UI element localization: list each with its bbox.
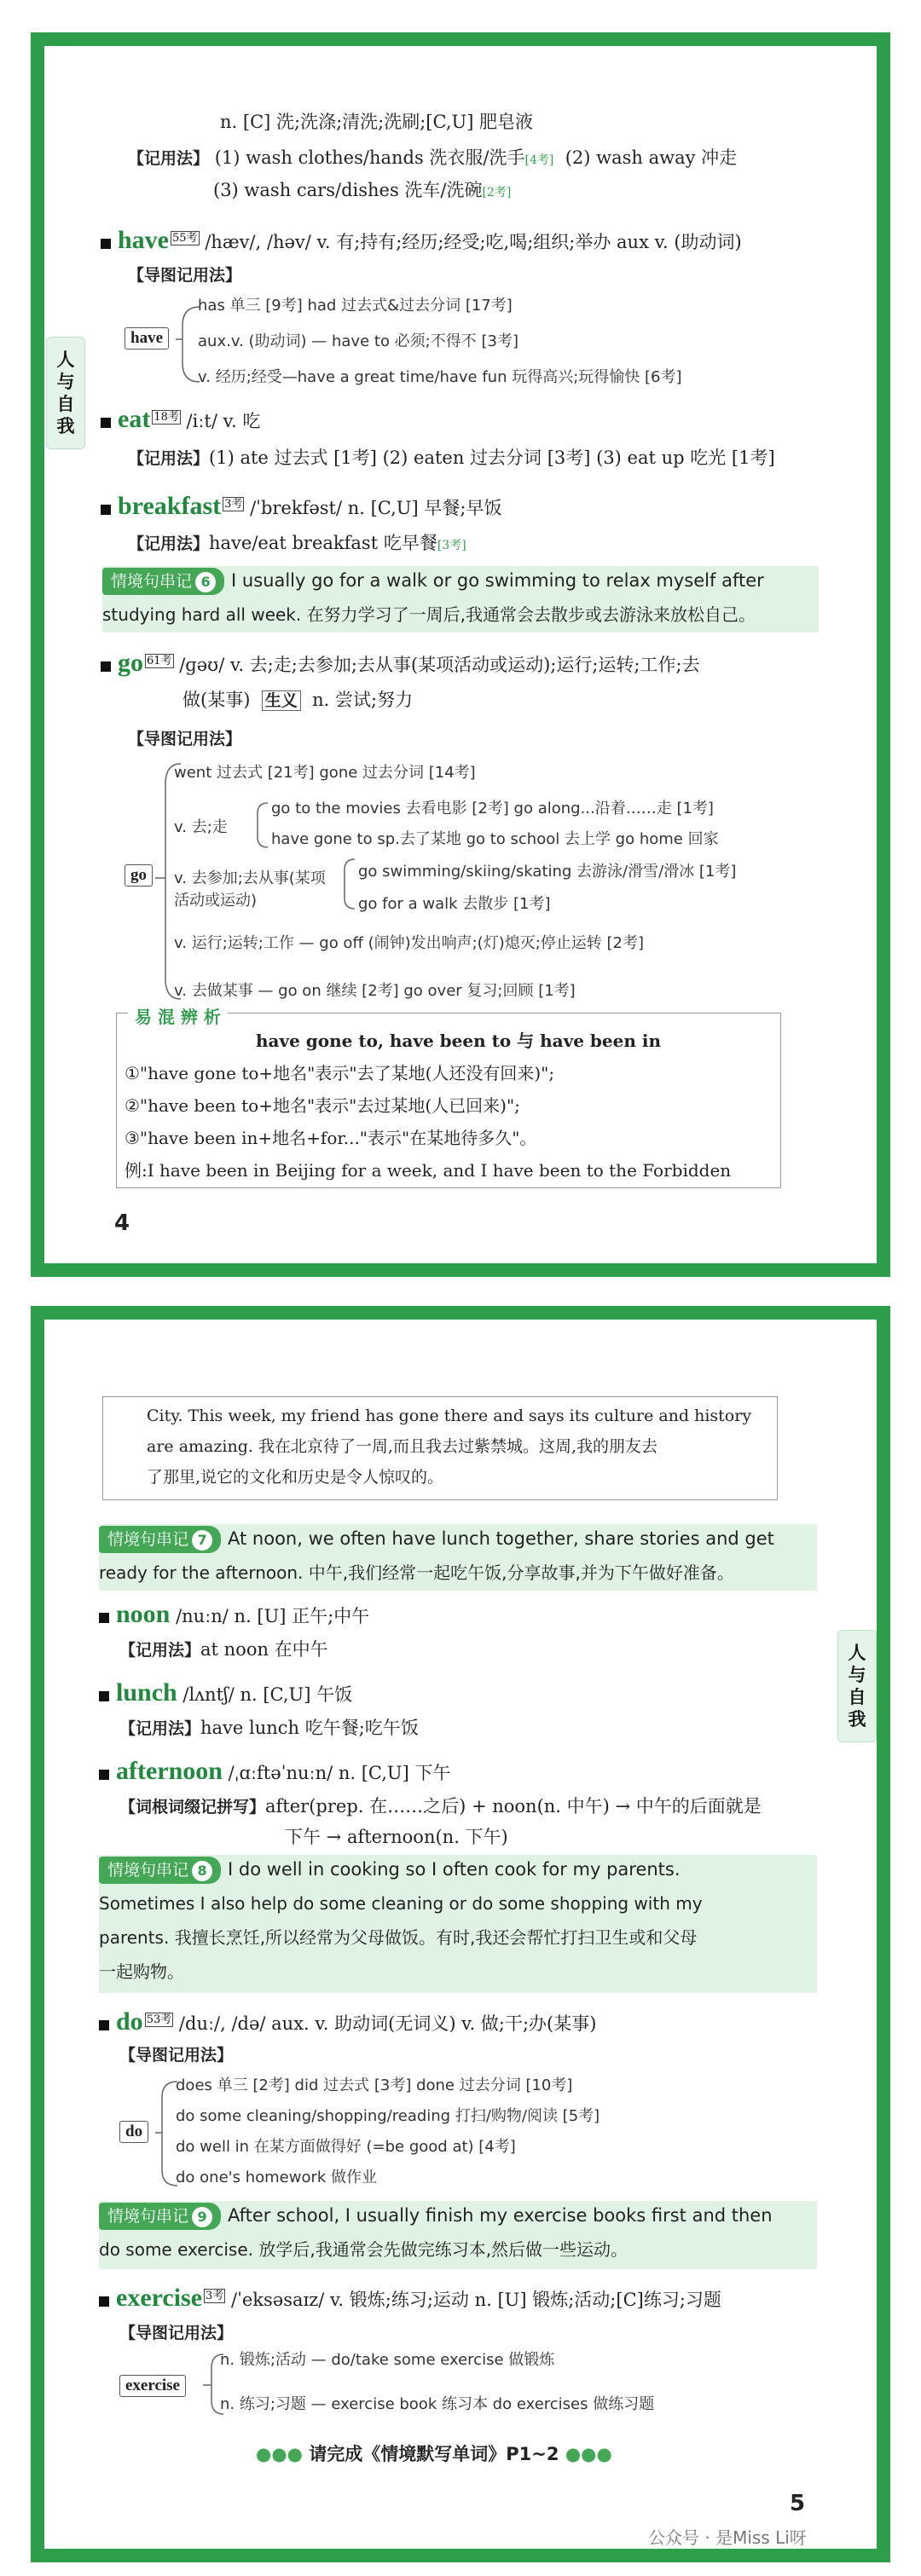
headword: have [118, 226, 169, 254]
page-5 [0, 1304, 921, 2576]
breakfast-usage [128, 530, 466, 558]
story-line [99, 1526, 774, 1553]
exam-count-badge: 61考 [147, 655, 172, 667]
story-tag-label: 情境句串记 [107, 1861, 189, 1880]
noon-entry [99, 1599, 369, 1632]
story-sentence: At noon, we often have lunch together, share stories and get [228, 1528, 774, 1549]
mindmap-branch: do some cleaning/shopping/reading 打扫/购物/阅读 [5考] [176, 2107, 600, 2125]
footer-instruction [256, 2441, 612, 2467]
mindmap-branch: v. 去;走 [174, 818, 228, 836]
bullet-icon [99, 2296, 109, 2307]
mindmap-bracket [252, 800, 269, 851]
usage-tag: 【词根词缀记拼写】 [119, 1798, 266, 1816]
story-tag-label: 情境句串记 [107, 1530, 189, 1549]
bullet-icon [101, 505, 111, 515]
story-line: do some exercise. 放学后,我通常会先做完练习本,然后做一些运动。 [99, 2239, 628, 2260]
side-tab-char: 与 [56, 372, 75, 392]
bullet-icon [101, 661, 111, 672]
story-sentence: I do well in cooking so I often cook for my parents. [228, 1859, 681, 1880]
confusion-item: ③"have been in+地名+for..."表示"在某地待多久"。 [125, 1128, 537, 1148]
usage-tag: 【记用法】 [128, 449, 210, 468]
bullet-icon [99, 1691, 109, 1701]
mindmap-branch: go for a walk 去散步 [1考] [358, 895, 551, 913]
wash-usage-2: (2) wash away 冲走 [565, 147, 738, 168]
side-tab-char: 人 [56, 349, 75, 370]
wash-usage-line [128, 145, 737, 173]
afternoon-entry [99, 1756, 450, 1788]
exercise-entry [99, 2281, 721, 2315]
bullet-icon [101, 239, 111, 249]
mindmap-bracket [339, 856, 356, 912]
mindmap-branch: v. 经历;经受—have a great time/have fun 玩得高兴;玩得愉快 [6考] [198, 368, 682, 386]
eat-usage [128, 445, 775, 471]
headword: breakfast [118, 492, 222, 520]
confusion-example: 例:I have been in Beijing for a week, and I have been to the Forbidden [125, 1160, 732, 1181]
map-tag: 【导图记用法】 [128, 266, 242, 285]
mindmap-branch: went 过去式 [21考] gone 过去分词 [14考] [174, 764, 476, 782]
top-green-border [31, 32, 890, 46]
page-number: 5 [790, 2491, 806, 2516]
definition: /ˌɑːftəˈnuːn/ n. [C,U] 下午 [228, 1763, 451, 1783]
story-line: 一起购物。 [99, 1961, 184, 1982]
story-tag [99, 1857, 221, 1884]
afternoon-root-cont: 下午 → afternoon(n. 下午) [285, 1827, 508, 1847]
side-tab-char: 我 [56, 416, 75, 436]
side-tab-char: 自 [56, 394, 75, 414]
wash-usage-3: (3) wash cars/dishes 洗车/洗碗 [213, 180, 483, 200]
story-tag [99, 2203, 221, 2230]
side-tab-char: 与 [848, 1665, 866, 1685]
mindmap-branch: has 单三 [9考] had 过去式&过去分词 [17考] [198, 297, 513, 315]
mindmap-branch: go swimming/skiing/skating 去游泳/滑雪/滑冰 [1考] [358, 863, 737, 881]
mindmap-branch: does 单三 [2考] did 过去式 [3考] done 过去分词 [10考] [176, 2076, 573, 2094]
definition: /nuːn/ n. [U] 正午;中午 [176, 1606, 370, 1626]
example-line: are amazing. 我在北京待了一周,而且我去过紫禁城。这周,我的朋友去 [147, 1437, 658, 1456]
bullet-icon [99, 2020, 109, 2030]
page-number: 4 [114, 1210, 130, 1236]
usage-text: (1) ate 过去式 [1考] (2) eaten 过去分词 [3考] (3) eat up 吃光 [1考] [209, 448, 775, 468]
map-tag: 【导图记用法】 [119, 2046, 234, 2065]
map-tag: 【导图记用法】 [128, 730, 242, 748]
definition: 做(某事) [182, 690, 251, 710]
definition: /ˈeksəsaɪz/ v. 锻炼;练习;运动 n. [U] 锻炼;活动;[C]练习;习题 [231, 2290, 721, 2310]
confusion-item: ①"have gone to+地名"表示"去了某地(人还没有回来)"; [125, 1063, 555, 1083]
story-sentence: After school, I usually finish my exercise books first and then [228, 2205, 773, 2226]
mindmap-branch: do one's homework 做作业 [176, 2169, 378, 2186]
bottom-green-border [31, 1263, 890, 1277]
usage-tag: 【记用法】 [128, 534, 210, 553]
mindmap-branch: do well in 在某方面做得好 (=be good at) [4考] [176, 2138, 516, 2156]
top-green-border [31, 1306, 890, 1320]
headword: lunch [116, 1678, 177, 1707]
mindmap-branch: v. 去做某事 — go on 继续 [2考] go over 复习;回顾 [1考] [174, 982, 576, 1000]
go-entry [101, 646, 700, 680]
left-green-border [31, 32, 44, 1277]
definition: n. 尝试;努力 [312, 690, 414, 710]
page-4 [0, 0, 921, 1287]
side-tab [46, 337, 85, 449]
mindmap-branch: v. 运行;运转;工作 — go off (闹钟)发出响声;(灯)熄灭;停止运转 [2考] [174, 934, 645, 952]
afternoon-root [119, 1793, 762, 1820]
mindmap-branch: v. 去参加;去从事(某项活动或运动) [174, 869, 326, 910]
right-green-border [877, 1306, 890, 2562]
map-tag: 【导图记用法】 [119, 2324, 234, 2342]
bottom-green-border [31, 2549, 890, 2562]
dots-decoration: ●●● [559, 2444, 612, 2464]
noon-usage [119, 1637, 328, 1663]
shengyi-badge: 生义 [262, 690, 301, 711]
story-line [102, 568, 764, 595]
headword: exercise [116, 2284, 203, 2312]
bullet-icon [99, 1613, 109, 1623]
confusion-item: ②"have been to+地名"表示"去过某地(人已回来)"; [125, 1095, 520, 1116]
story-line: ready for the afternoon. 中午,我们经常一起吃午饭,分享故事,并为下午做好准备。 [99, 1562, 734, 1583]
headword: afternoon [116, 1757, 223, 1785]
definition: /ɡəʊ/ v. 去;走;去参加;去从事(某项活动或运动);运行;运转;工作;去 [179, 655, 700, 675]
exam-count: [2考] [482, 186, 512, 199]
mindmap-branch: go to the movies 去看电影 [2考] go along...沿着……走 [1考] [271, 800, 714, 817]
mindmap-node: go [125, 864, 153, 887]
mindmap-node: exercise [119, 2375, 186, 2397]
bullet-icon [101, 418, 111, 428]
story-line: studying hard all week. 在努力学习了一周后,我通常会去散步或去游泳来放松自己。 [102, 604, 756, 625]
mindmap-branch: n. 练习;习题 — exercise book 练习本 do exercises 做练习题 [220, 2395, 655, 2413]
side-tab-char: 自 [848, 1687, 866, 1707]
exam-count-badge: 18考 [154, 411, 179, 424]
usage-tag: 【记用法】 [119, 1641, 201, 1660]
headword: do [116, 2007, 143, 2036]
story-line [99, 2203, 773, 2230]
go-entry-cont [182, 687, 413, 713]
headword: eat [118, 405, 151, 433]
lunch-usage [119, 1715, 419, 1741]
right-green-border [877, 32, 890, 1277]
exam-count-badge: 53考 [146, 2013, 172, 2026]
exam-count-badge: 3考 [224, 498, 243, 511]
headword: noon [116, 1600, 171, 1628]
usage-text: have lunch 吃午餐;吃午饭 [200, 1718, 419, 1738]
mindmap-branch: have gone to sp.去了某地 go to school 去上学 go home 回家 [271, 830, 719, 848]
story-sentence: I usually go for a walk or go swimming to relax myself after [231, 570, 764, 591]
usage-text: after(prep. 在……之后) + noon(n. 中午) → 中午的后面就是 [265, 1796, 762, 1816]
footer-text: 请完成《情境默写单词》P1~2 [309, 2444, 559, 2464]
exam-count: [4考] [524, 153, 554, 167]
story-number: 7 [192, 1530, 212, 1551]
mindmap-branch: aux.v. (助动词) — have to 必须;不得不 [3考] [198, 332, 518, 350]
story-tag-label: 情境句串记 [107, 2207, 189, 2226]
definition: /duː/, /də/ aux. v. 助动词(无词义) v. 做;干;办(某事) [178, 2013, 597, 2034]
story-line [99, 1857, 681, 1884]
headword: go [118, 649, 143, 677]
bullet-icon [99, 1770, 109, 1780]
have-entry [101, 223, 742, 257]
story-number: 8 [192, 1861, 212, 1881]
definition: /ˈbrekfəst/ n. [C,U] 早餐;早饭 [250, 498, 502, 518]
wash-usage-1: (1) wash clothes/hands 洗衣服/洗手 [214, 147, 525, 168]
lunch-entry [99, 1678, 352, 1710]
breakfast-entry [101, 489, 501, 523]
usage-tag: 【记用法】 [119, 1719, 201, 1738]
side-tab-char: 人 [848, 1643, 866, 1663]
dots-decoration: ●●● [256, 2444, 310, 2464]
story-tag-label: 情境句串记 [111, 572, 193, 591]
confusion-heading: have gone to, have been to 与 have been in [256, 1031, 661, 1051]
watermark: 公众号 · 是Miss Li呀 [648, 2527, 807, 2548]
side-tab-char: 我 [848, 1709, 866, 1730]
left-green-border [31, 1306, 44, 2562]
story-tag [102, 568, 224, 595]
definition: /lʌntʃ/ n. [C,U] 午饭 [182, 1684, 353, 1705]
exam-count-badge: 55考 [172, 232, 198, 245]
do-entry [99, 2005, 596, 2039]
example-line: City. This week, my friend has gone there and says its culture and history [147, 1406, 752, 1425]
mindmap-branch: n. 锻炼;活动 — do/take some exercise 做锻炼 [220, 2351, 555, 2369]
exam-count-badge: 3考 [206, 2290, 224, 2302]
story-line: parents. 我擅长烹饪,所以经常为父母做饭。有时,我还会帮忙打扫卫生或和父母 [99, 1927, 698, 1948]
definition: /iːt/ v. 吃 [186, 411, 261, 431]
eat-entry [101, 402, 260, 436]
usage-text: have/eat breakfast 吃早餐 [209, 533, 437, 553]
wash-noun-line: n. [C] 洗;洗涤;清洗;洗刷;[C,U] 肥皂液 [220, 112, 534, 132]
confusion-title: 易 混 辨 析 [128, 1004, 228, 1030]
story-number: 6 [195, 572, 216, 592]
exam-count: [3考] [437, 539, 466, 552]
story-tag [99, 1526, 221, 1553]
wash-usage-line-3 [213, 177, 511, 205]
usage-text: at noon 在中午 [200, 1639, 328, 1660]
example-line: 了那里,说它的文化和历史是令人惊叹的。 [147, 1468, 444, 1487]
mindmap-node: have [125, 327, 169, 349]
side-tab [837, 1630, 877, 1742]
story-line: Sometimes I also help do some cleaning or do some shopping with my [99, 1893, 703, 1914]
usage-tag: 【记用法】 [128, 149, 210, 168]
definition: /hæv/, /həv/ v. 有;持有;经历;经受;吃,喝;组织;举办 aux v. (助动词) [205, 232, 742, 252]
story-number: 9 [192, 2207, 212, 2227]
mindmap-node: do [119, 2121, 148, 2143]
